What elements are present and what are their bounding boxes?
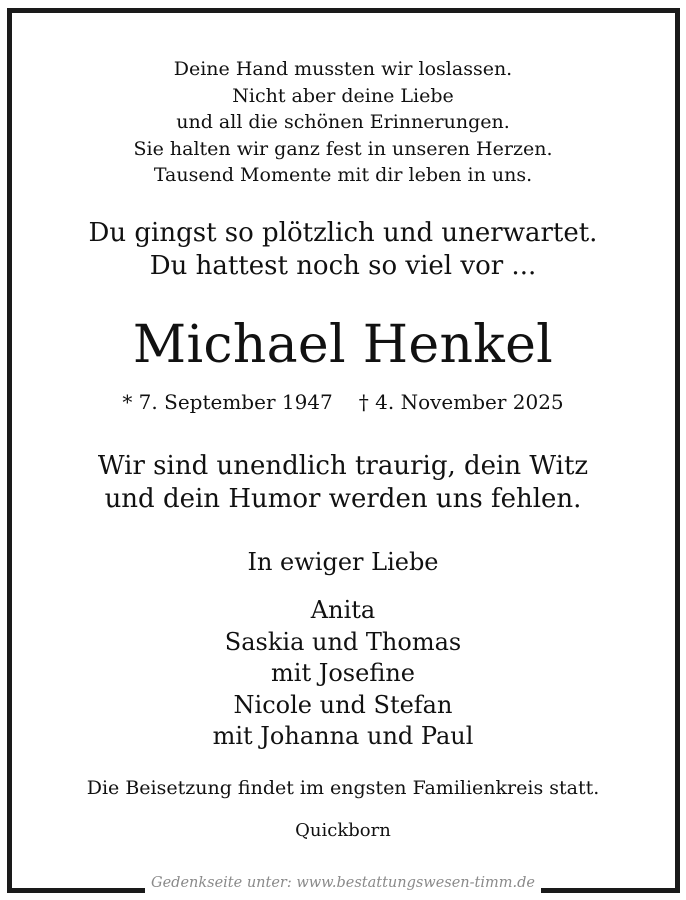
memorial-page-link[interactable]: Gedenkseite unter: www.bestattungswesen-timm.de <box>145 869 541 897</box>
mourning-message <box>0 450 686 516</box>
intro-line: Du gingst so plötzlich und unerwartet. <box>88 218 598 248</box>
intro-text <box>0 217 686 283</box>
birth-date: * 7. September 1947 <box>122 390 333 414</box>
closing-phrase: In ewiger Liebe <box>247 548 439 576</box>
family-member: Nicole und Stefan <box>233 690 453 719</box>
poem-line: und all die schönen Erinnerungen. <box>176 111 510 133</box>
poem-line: Tausend Momente mit dir leben in uns. <box>153 164 533 186</box>
message-line: Wir sind unendlich traurig, dein Witz <box>97 451 589 481</box>
poem-line: Nicht aber deine Liebe <box>232 84 454 107</box>
place-name: Quickborn <box>295 820 391 841</box>
message-line: und dein Humor werden uns fehlen. <box>104 484 582 514</box>
deceased-name: Michael Henkel <box>132 315 554 375</box>
death-date: † 4. November 2025 <box>358 390 564 414</box>
intro-line: Du hattest noch so viel vor ... <box>149 251 537 281</box>
burial-notice: Die Beisetzung findet im engsten Familienkreis statt. <box>86 777 600 799</box>
family-member: Saskia und Thomas <box>224 627 462 656</box>
poem-line: Deine Hand mussten wir loslassen. <box>173 58 513 80</box>
poem-line: Sie halten wir ganz fest in unseren Herzen. <box>133 137 553 160</box>
family-member: Anita <box>310 596 376 624</box>
family-list <box>0 595 686 753</box>
family-member: mit Johanna und Paul <box>212 722 474 750</box>
family-member: mit Josefine <box>271 659 415 687</box>
footer <box>0 869 686 897</box>
poem <box>0 56 686 189</box>
life-dates <box>0 388 686 416</box>
